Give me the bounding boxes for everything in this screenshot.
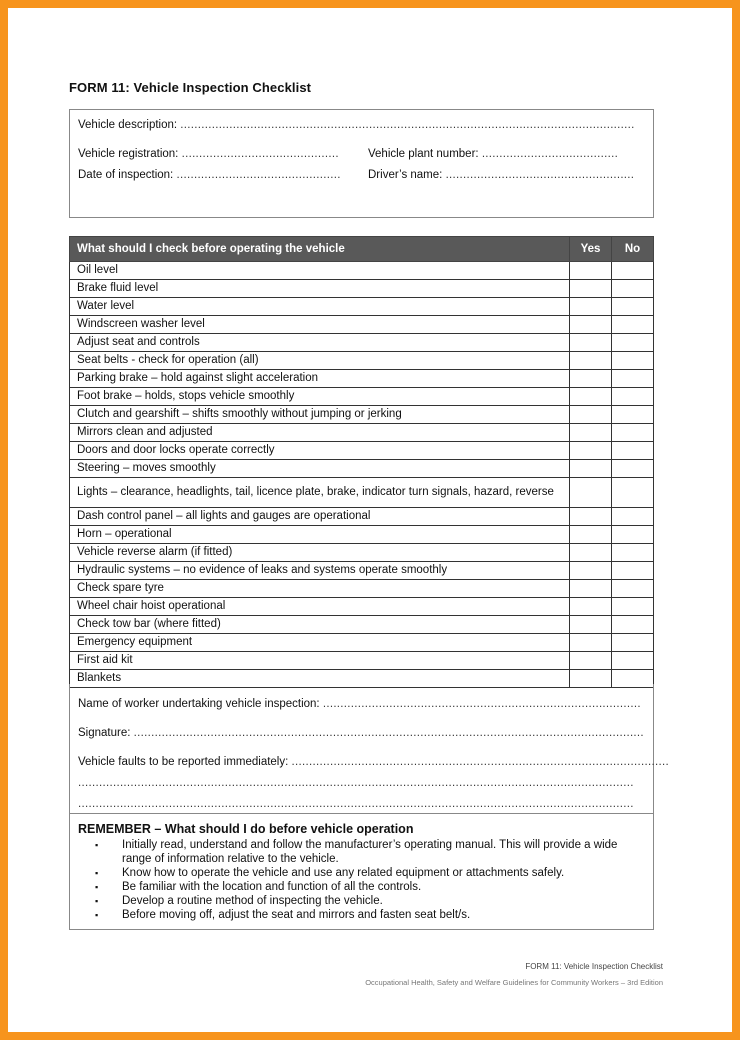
- yes-checkbox-cell[interactable]: [570, 478, 612, 508]
- date-of-inspection-label: Date of inspection:: [78, 169, 174, 181]
- vehicle-faults-dots: ............................................................................................................: [291, 756, 669, 768]
- yes-checkbox-cell[interactable]: [570, 262, 612, 280]
- remember-heading: REMEMBER – What should I do before vehicle operation: [78, 822, 414, 836]
- remember-list-item: [95, 894, 640, 908]
- document-page: [8, 8, 732, 1032]
- checklist-item-label: Brake fluid level: [70, 280, 570, 298]
- date-of-inspection-field[interactable]: [78, 169, 341, 181]
- checklist-header-row: [70, 237, 654, 262]
- remember-item-text: Before moving off, adjust the seat and mirrors and fasten seat belt/s.: [122, 909, 471, 921]
- checklist-item-label: Check tow bar (where fitted): [70, 616, 570, 634]
- no-checkbox-cell[interactable]: [612, 370, 654, 388]
- vehicle-info-box: [69, 109, 654, 218]
- checklist-item-label: Foot brake – holds, stops vehicle smoothly: [70, 388, 570, 406]
- checklist-row: [70, 526, 654, 544]
- date-of-inspection-dots: ...............................................: [176, 169, 341, 181]
- vehicle-plant-number-dots: .......................................: [481, 148, 619, 160]
- square-bullet-icon: ▪: [95, 868, 99, 878]
- checklist-item-label: Oil level: [70, 262, 570, 280]
- remember-item-text: Initially read, understand and follow the manufacturer’s operating manual. This will provide a wide range of information relative to the vehicle.: [122, 839, 618, 865]
- checklist-row: [70, 442, 654, 460]
- remember-item-text: Develop a routine method of inspecting the vehicle.: [122, 895, 383, 907]
- checklist-row: [70, 388, 654, 406]
- no-checkbox-cell[interactable]: [612, 298, 654, 316]
- no-checkbox-cell[interactable]: [612, 460, 654, 478]
- worker-name-dots: ...........................................................................................: [322, 698, 641, 710]
- checklist-item-label: Seat belts - check for operation (all): [70, 352, 570, 370]
- checklist-item-label: Windscreen washer level: [70, 316, 570, 334]
- remember-list-item: [95, 908, 640, 922]
- checklist-row: [70, 598, 654, 616]
- vehicle-description-label: Vehicle description:: [78, 119, 178, 131]
- checklist-row: [70, 460, 654, 478]
- form-title: FORM 11: Vehicle Inspection Checklist: [69, 80, 312, 95]
- checklist-row: [70, 352, 654, 370]
- checklist-row: [70, 652, 654, 670]
- yes-checkbox-cell[interactable]: [570, 280, 612, 298]
- checklist-row: [70, 298, 654, 316]
- square-bullet-icon: ▪: [95, 896, 99, 906]
- checklist-item-label: Lights – clearance, headlights, tail, licence plate, brake, indicator turn signals, hazard, reverse: [70, 478, 570, 508]
- yes-checkbox-cell[interactable]: [570, 544, 612, 562]
- no-checkbox-cell[interactable]: [612, 580, 654, 598]
- checklist-row: [70, 406, 654, 424]
- no-checkbox-cell[interactable]: [612, 598, 654, 616]
- yes-checkbox-cell[interactable]: [570, 580, 612, 598]
- checklist-row: [70, 370, 654, 388]
- yes-checkbox-cell[interactable]: [570, 352, 612, 370]
- yes-checkbox-cell[interactable]: [570, 316, 612, 334]
- checklist-row: [70, 544, 654, 562]
- sign-off-box: [69, 684, 669, 814]
- vehicle-faults-label: Vehicle faults to be reported immediately:: [78, 756, 289, 768]
- checklist-item-label: First aid kit: [70, 652, 570, 670]
- no-checkbox-cell[interactable]: [612, 652, 654, 670]
- drivers-name-field[interactable]: [368, 169, 634, 181]
- worker-name-label: Name of worker undertaking vehicle inspection:: [78, 698, 320, 710]
- yes-checkbox-cell[interactable]: [570, 406, 612, 424]
- checklist-item-label: Parking brake – hold against slight acceleration: [70, 370, 570, 388]
- footer-form-title: FORM 11: Vehicle Inspection Checklist: [525, 962, 663, 971]
- no-checkbox-cell[interactable]: [612, 478, 654, 508]
- yes-checkbox-cell[interactable]: [570, 508, 612, 526]
- checklist-item-label: Adjust seat and controls: [70, 334, 570, 352]
- yes-checkbox-cell[interactable]: [570, 334, 612, 352]
- drivers-name-dots: ......................................................: [445, 169, 635, 181]
- square-bullet-icon: ▪: [95, 840, 99, 850]
- faults-line-2[interactable]: ...............................................................................................................................................................: [78, 798, 634, 810]
- checklist-row: [70, 316, 654, 334]
- signature-dots: ..................................................................................................................................................: [133, 727, 644, 739]
- vehicle-registration-label: Vehicle registration:: [78, 148, 179, 160]
- checklist-row: [70, 478, 654, 508]
- remember-item-text: Know how to operate the vehicle and use any related equipment or attachments safely.: [122, 867, 565, 879]
- yes-checkbox-cell[interactable]: [570, 298, 612, 316]
- square-bullet-icon: ▪: [95, 882, 99, 892]
- no-checkbox-cell[interactable]: [612, 334, 654, 352]
- checklist-item-label: Wheel chair hoist operational: [70, 598, 570, 616]
- checklist-item-label: Mirrors clean and adjusted: [70, 424, 570, 442]
- no-checkbox-cell[interactable]: [612, 406, 654, 424]
- remember-item-text: Be familiar with the location and function of all the controls.: [122, 881, 422, 893]
- checklist-row: [70, 562, 654, 580]
- footer-guideline-reference: Occupational Health, Safety and Welfare Guidelines for Community Workers – 3rd Edition: [365, 978, 663, 987]
- checklist-item-label: Water level: [70, 298, 570, 316]
- no-checkbox-cell[interactable]: [612, 424, 654, 442]
- remember-list-item: [95, 838, 640, 866]
- checklist-item-label: Doors and door locks operate correctly: [70, 442, 570, 460]
- remember-list: [95, 838, 640, 922]
- no-checkbox-cell[interactable]: [612, 634, 654, 652]
- yes-checkbox-cell[interactable]: [570, 424, 612, 442]
- yes-checkbox-cell[interactable]: [570, 442, 612, 460]
- checklist-item-label: Blankets: [70, 670, 570, 688]
- remember-list-item: [95, 880, 640, 894]
- yes-checkbox-cell[interactable]: [570, 652, 612, 670]
- no-checkbox-cell[interactable]: [612, 352, 654, 370]
- no-checkbox-cell[interactable]: [612, 562, 654, 580]
- checklist-item-label: Dash control panel – all lights and gauges are operational: [70, 508, 570, 526]
- checklist-row: [70, 616, 654, 634]
- no-checkbox-cell[interactable]: [612, 442, 654, 460]
- no-checkbox-cell[interactable]: [612, 544, 654, 562]
- signature-field[interactable]: [78, 727, 644, 739]
- checklist-row: [70, 508, 654, 526]
- vehicle-registration-field[interactable]: [78, 148, 339, 160]
- yes-checkbox-cell[interactable]: [570, 388, 612, 406]
- yes-column-header: Yes: [570, 237, 612, 262]
- signature-label: Signature:: [78, 727, 131, 739]
- yes-checkbox-cell[interactable]: [570, 616, 612, 634]
- no-column-header: No: [612, 237, 654, 262]
- checklist-item-label: Horn – operational: [70, 526, 570, 544]
- drivers-name-label: Driver’s name:: [368, 169, 443, 181]
- checklist-item-label: Steering – moves smoothly: [70, 460, 570, 478]
- vehicle-description-field[interactable]: [78, 119, 635, 131]
- worker-name-field[interactable]: [78, 698, 641, 710]
- no-checkbox-cell[interactable]: [612, 526, 654, 544]
- no-checkbox-cell[interactable]: [612, 280, 654, 298]
- checklist-row: [70, 424, 654, 442]
- checklist-item-label: Emergency equipment: [70, 634, 570, 652]
- checklist-row: [70, 580, 654, 598]
- no-checkbox-cell[interactable]: [612, 262, 654, 280]
- inspection-checklist-table: [69, 236, 654, 688]
- remember-box: [69, 813, 654, 930]
- checklist-row: [70, 334, 654, 352]
- checklist-item-label: Vehicle reverse alarm (if fitted): [70, 544, 570, 562]
- vehicle-description-dots: ..................................................................................................................................: [180, 119, 635, 131]
- checklist-row: [70, 634, 654, 652]
- yes-checkbox-cell[interactable]: [570, 526, 612, 544]
- checklist-row: [70, 262, 654, 280]
- no-checkbox-cell[interactable]: [612, 508, 654, 526]
- checklist-item-label: Hydraulic systems – no evidence of leaks and systems operate smoothly: [70, 562, 570, 580]
- vehicle-faults-field[interactable]: [78, 756, 669, 768]
- checklist-item-label: Check spare tyre: [70, 580, 570, 598]
- vehicle-registration-dots: .............................................: [181, 148, 339, 160]
- yes-checkbox-cell[interactable]: [570, 598, 612, 616]
- remember-list-item: [95, 866, 640, 880]
- square-bullet-icon: ▪: [95, 910, 99, 920]
- checklist-item-label: Clutch and gearshift – shifts smoothly without jumping or jerking: [70, 406, 570, 424]
- yes-checkbox-cell[interactable]: [570, 562, 612, 580]
- faults-line-1[interactable]: ...............................................................................................................................................................: [78, 777, 634, 789]
- yes-checkbox-cell[interactable]: [570, 370, 612, 388]
- no-checkbox-cell[interactable]: [612, 616, 654, 634]
- checklist-row: [70, 280, 654, 298]
- vehicle-plant-number-label: Vehicle plant number:: [368, 148, 479, 160]
- no-checkbox-cell[interactable]: [612, 388, 654, 406]
- yes-checkbox-cell[interactable]: [570, 634, 612, 652]
- yes-checkbox-cell[interactable]: [570, 460, 612, 478]
- checklist-header: What should I check before operating the vehicle: [70, 237, 570, 262]
- no-checkbox-cell[interactable]: [612, 316, 654, 334]
- vehicle-plant-number-field[interactable]: [368, 148, 618, 160]
